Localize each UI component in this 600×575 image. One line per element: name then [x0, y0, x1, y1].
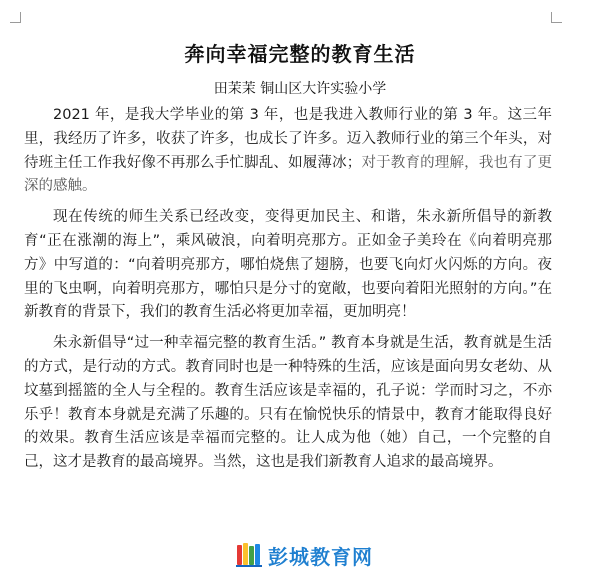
document-body	[24, 104, 552, 482]
watermark-logo	[232, 540, 377, 570]
paragraph-1-main: 2021 年，是我大学毕业的第 3 年，也是我进入教师行业的第 3 年。这三年里，我经历了许多，收获了许多，也成长了许多。迈入教师行业的第三个年头，对待班主任工作我好像不再那么手忙脚乱、如履薄冰；	[24, 107, 552, 171]
crop-mark-top-left	[10, 12, 21, 23]
watermark-text: 彭城教育网	[268, 544, 373, 569]
document-title: 奔向幸福完整的教育生活	[184, 42, 416, 66]
paragraph-3	[24, 332, 552, 475]
crop-mark-top-right	[551, 12, 562, 23]
paragraph-3-main: 朱永新倡导“过一种幸福完整的教育生活。” 教育本身就是生活，教育就是生活的方式，是行动的方式。教育同时也是一种特殊的生活，应该是面向男女老幼、从坟墓到摇篮的全人与全程的。教育生活应该是幸福的，孔子说：学而时习之，不亦乐乎！教育本身就是充满了乐趣的。只有在愉悦快乐的情景中，教育才能取得良好的效果。教育生活应该是幸福而完整的。让人成为他（她）自己，一个完整的自己，这才是教育的最高境界。当然，这也是我们新教育人追求的最高境界。	[24, 335, 552, 471]
books-icon	[236, 542, 262, 568]
paragraph-2	[24, 206, 552, 325]
paragraph-2-main: 现在传统的师生关系已经改变，变得更加民主、和谐，朱永新所倡导的新教育“正在涨潮的海上”，乘风破浪，向着明亮那方。正如金子美玲在《向着明亮那方》中写道的：“向着明亮那方，哪怕烧焦了翅膀，也要飞向灯火闪烁的方向。夜里的飞虫啊，向着明亮那方，哪怕只是分寸的宽敞，也要向着阳光照射的方向。”在新教育的背景下，我们的教育生活必将更加幸福，更加明亮！	[24, 209, 552, 321]
author-line: 田茉茉 铜山区大许实验小学	[213, 81, 387, 97]
paragraph-1	[24, 104, 552, 199]
paragraph-1-tail: 对于教育的理解，我也有了更深的感触。	[24, 154, 553, 195]
